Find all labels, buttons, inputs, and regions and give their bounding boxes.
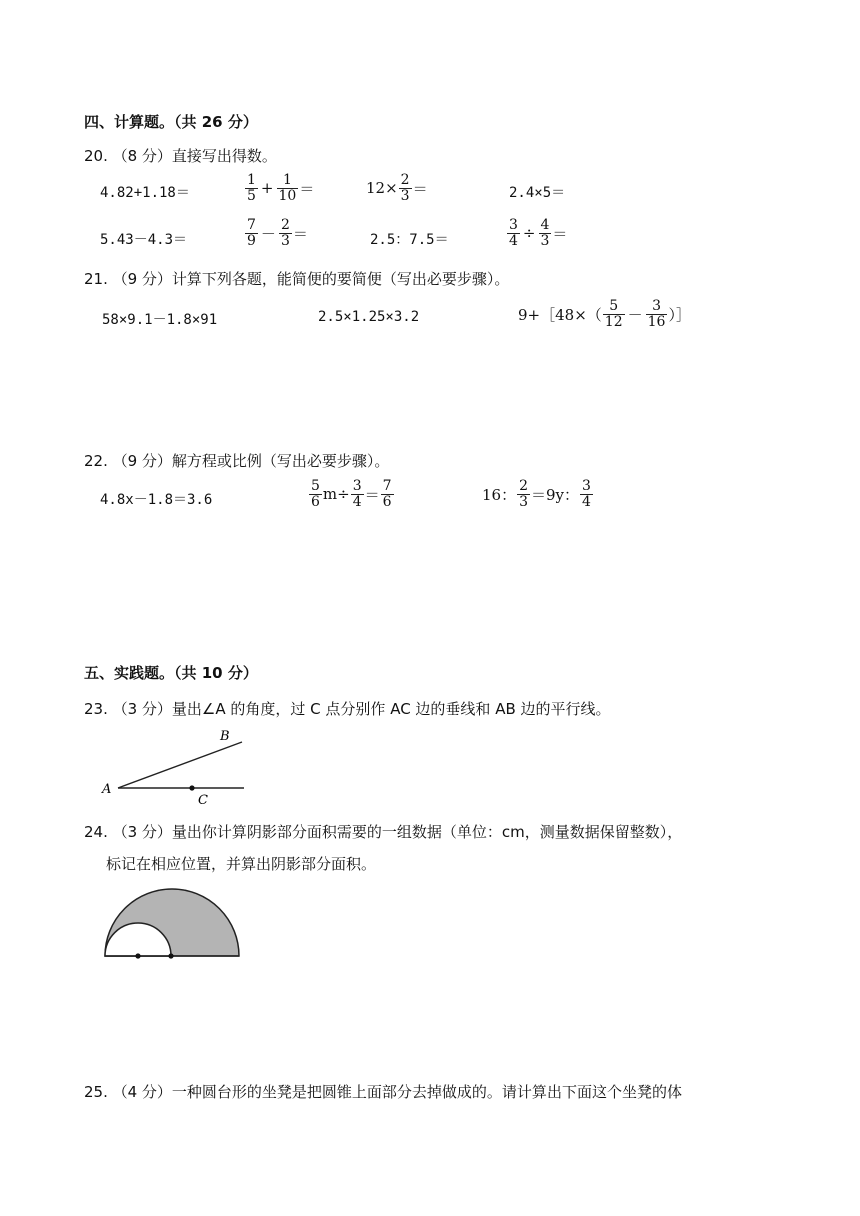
label-c: C bbox=[198, 793, 208, 808]
point-c bbox=[189, 785, 194, 790]
fraction: $\frac{4}{3}$ bbox=[540, 217, 550, 249]
q22-item-a: 4.8x－1.8＝3.6 bbox=[100, 492, 213, 508]
q20-item-g: 2.5：7.5＝ bbox=[370, 232, 449, 248]
label-a: A bbox=[102, 782, 112, 797]
fraction: $\frac{7}{6}$ bbox=[382, 478, 392, 510]
q20-item-f: $\frac{7}{9}$ － $\frac{2}{3}$ ＝ bbox=[247, 217, 308, 249]
q20-item-d: 2.4×5＝ bbox=[509, 185, 566, 201]
question-24-line-1: 24. （3 分）量出你计算阴影部分面积需要的一组数据（单位：cm，测量数据保留整数）， bbox=[84, 823, 683, 841]
q21-item-a: 58×9.1－1.8×91 bbox=[102, 312, 218, 328]
small-center-point bbox=[135, 953, 140, 958]
q20-item-c: 12× $\frac{2}{3}$ ＝ bbox=[366, 172, 428, 204]
fraction: $\frac{3}{4}$ bbox=[582, 478, 591, 510]
section-5-heading: 五、实践题。（共 10 分） bbox=[84, 664, 258, 682]
question-23-title: 23. （3 分）量出∠A 的角度，过 C 点分别作 AC 边的垂线和 AB 边的平行线。 bbox=[84, 700, 611, 718]
fraction: $\frac{3}{4}$ bbox=[352, 478, 362, 510]
fraction: $\frac{2}{3}$ bbox=[519, 478, 529, 510]
angle-diagram bbox=[98, 726, 258, 808]
question-25-title: 25. （4 分）一种圆台形的坐凳是把圆锥上面部分去掉做成的。请计算出下面这个坐凳的体 bbox=[84, 1083, 682, 1101]
question-24-line-2: 标记在相应位置，并算出阴影部分面积。 bbox=[106, 855, 377, 873]
q21-item-b: 2.5×1.25×3.2 bbox=[318, 309, 420, 325]
q20-item-a: 4.82+1.18＝ bbox=[100, 185, 190, 201]
fraction: $\frac{5}{6}$ bbox=[311, 478, 320, 510]
large-center-point bbox=[168, 953, 173, 958]
fraction: $\frac{7}{9}$ bbox=[247, 217, 256, 249]
fraction: $\frac{5}{12}$ bbox=[604, 298, 623, 330]
q20-item-b: $\frac{1}{5}$ + $\frac{1}{10}$ ＝ bbox=[247, 172, 315, 204]
section-4-heading: 四、计算题。（共 26 分） bbox=[84, 113, 258, 131]
q20-item-h: $\frac{3}{4}$ ÷ $\frac{4}{3}$ ＝ bbox=[509, 217, 568, 249]
fraction: $\frac{3}{4}$ bbox=[509, 217, 518, 249]
q21-item-c: 9+［48×（ $\frac{5}{12}$ － $\frac{3}{16}$ ）］ bbox=[518, 298, 691, 330]
q22-item-c: 16： $\frac{2}{3}$ ＝9y： $\frac{3}{4}$ bbox=[482, 478, 591, 510]
ray-ab bbox=[118, 742, 242, 788]
fraction: $\frac{2}{3}$ bbox=[400, 172, 410, 204]
question-21-title: 21. （9 分）计算下列各题，能简便的要简便（写出必要步骤）。 bbox=[84, 270, 510, 288]
q20-item-e: 5.43－4.3＝ bbox=[100, 232, 188, 248]
question-22-title: 22. （9 分）解方程或比例（写出必要步骤）。 bbox=[84, 452, 390, 470]
q22-item-b: $\frac{5}{6}$ m÷ $\frac{3}{4}$ ＝ $\frac{7}{6}$ bbox=[311, 478, 392, 510]
fraction: $\frac{3}{16}$ bbox=[647, 298, 666, 330]
shaded-semicircle-figure bbox=[98, 886, 248, 966]
label-b: B bbox=[220, 729, 230, 744]
fraction: $\frac{1}{10}$ bbox=[278, 172, 297, 204]
fraction: $\frac{1}{5}$ bbox=[247, 172, 256, 204]
question-20-title: 20. （8 分）直接写出得数。 bbox=[84, 147, 277, 165]
fraction: $\frac{2}{3}$ bbox=[280, 217, 290, 249]
